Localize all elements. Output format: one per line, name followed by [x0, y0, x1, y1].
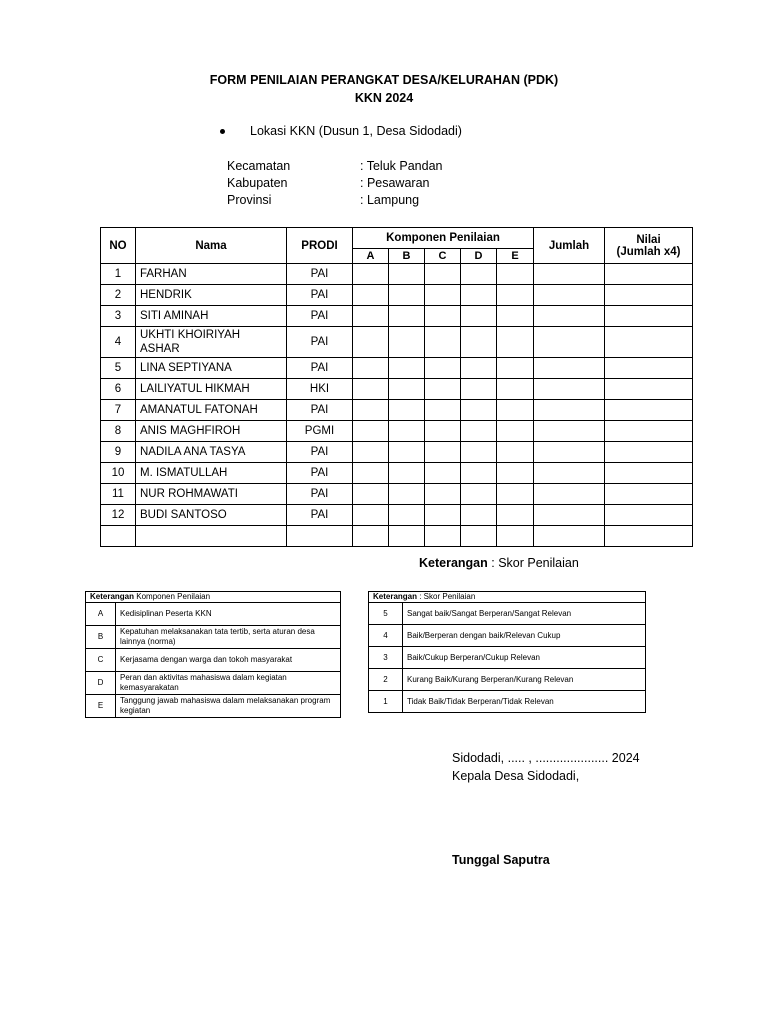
signature-place-date: Sidodadi, ..... , ..................... 2024 [452, 751, 640, 765]
cell-jumlah[interactable] [534, 463, 605, 484]
cell-prodi: PAI [287, 505, 353, 526]
cell-score-e[interactable] [497, 358, 534, 379]
cell-score-a[interactable] [353, 400, 389, 421]
cell-nilai[interactable] [605, 400, 693, 421]
subheader-d: D [461, 249, 497, 264]
cell-score-a[interactable] [353, 505, 389, 526]
legend-row [369, 669, 646, 691]
cell-score-e[interactable] [497, 442, 534, 463]
cell-prodi: PGMI [287, 421, 353, 442]
legend-caption-row [86, 592, 341, 603]
komponen-legend-table [85, 591, 341, 718]
cell-jumlah[interactable] [534, 421, 605, 442]
legend-code: 1 [369, 691, 403, 713]
legend-row [369, 603, 646, 625]
cell-empty[interactable] [461, 526, 497, 547]
cell-score-d[interactable] [461, 379, 497, 400]
header-prodi: PRODI [287, 228, 353, 264]
cell-score-e[interactable] [497, 421, 534, 442]
cell-score-d[interactable] [461, 463, 497, 484]
cell-nama: ANIS MAGHFIROH [136, 421, 287, 442]
legend-code: E [86, 695, 116, 718]
table-header-row [101, 228, 693, 249]
cell-nama: BUDI SANTOSO [136, 505, 287, 526]
cell-score-c[interactable] [425, 463, 461, 484]
cell-no: 4 [101, 327, 136, 358]
legend-row [369, 625, 646, 647]
cell-score-a[interactable] [353, 379, 389, 400]
cell-score-c[interactable] [425, 505, 461, 526]
cell-score-d[interactable] [461, 421, 497, 442]
legend-caption-rest: Komponen Penilaian [134, 592, 211, 601]
cell-jumlah[interactable] [534, 379, 605, 400]
cell-score-e[interactable] [497, 463, 534, 484]
cell-prodi: PAI [287, 306, 353, 327]
legend-row [86, 626, 341, 649]
cell-score-d[interactable] [461, 327, 497, 358]
cell-score-c[interactable] [425, 442, 461, 463]
legend-text: Kurang Baik/Kurang Berperan/Kurang Relevan [403, 669, 646, 691]
cell-nama: SITI AMINAH [136, 306, 287, 327]
cell-jumlah[interactable] [534, 264, 605, 285]
legend-code: 4 [369, 625, 403, 647]
cell-empty[interactable] [425, 526, 461, 547]
cell-empty[interactable] [605, 526, 693, 547]
location-value: : Teluk Pandan [360, 159, 443, 173]
cell-no: 8 [101, 421, 136, 442]
skor-caption-rest: : Skor Penilaian [487, 556, 579, 570]
table-row [101, 400, 693, 421]
location-value: : Lampung [360, 193, 420, 207]
cell-nama: NUR ROHMAWATI [136, 484, 287, 505]
legend-text: Kerjasama dengan warga dan tokoh masyarakat [116, 649, 341, 672]
table-row [101, 379, 693, 400]
legend-caption-rest: : Skor Penilaian [417, 592, 476, 601]
cell-empty[interactable] [353, 526, 389, 547]
table-row [101, 505, 693, 526]
legend-text: Sangat baik/Sangat Berperan/Sangat Relevan [403, 603, 646, 625]
cell-score-b[interactable] [389, 264, 425, 285]
form-title: FORM PENILAIAN PERANGKAT DESA/KELURAHAN (PDK) [209, 73, 559, 87]
legend-caption-bold: Keterangan [90, 592, 135, 601]
cell-no: 9 [101, 442, 136, 463]
skor-caption-bold: Keterangan [419, 556, 488, 570]
legend-code: A [86, 603, 116, 626]
cell-prodi: PAI [287, 463, 353, 484]
header-nama: Nama [136, 228, 287, 264]
table-row [101, 306, 693, 327]
cell-score-e[interactable] [497, 400, 534, 421]
cell-prodi: PAI [287, 442, 353, 463]
cell-nama: NADILA ANA TASYA [136, 442, 287, 463]
cell-score-d[interactable] [461, 484, 497, 505]
cell-no: 11 [101, 484, 136, 505]
legend-row [86, 672, 341, 695]
legend-code: D [86, 672, 116, 695]
cell-score-a[interactable] [353, 463, 389, 484]
subheader-a: A [353, 249, 389, 264]
cell-nama: FARHAN [136, 264, 287, 285]
skor-legend-body [369, 603, 646, 713]
legend-row [86, 649, 341, 672]
cell-nilai[interactable] [605, 358, 693, 379]
cell-score-b[interactable] [389, 442, 425, 463]
cell-score-e[interactable] [497, 505, 534, 526]
cell-score-b[interactable] [389, 306, 425, 327]
table-body [101, 264, 693, 547]
cell-score-b[interactable] [389, 358, 425, 379]
location-label: Kecamatan [227, 159, 291, 173]
cell-jumlah[interactable] [534, 306, 605, 327]
legend-row [86, 603, 341, 626]
legend-text: Baik/Berperan dengan baik/Relevan Cukup [403, 625, 646, 647]
table-row [101, 463, 693, 484]
cell-score-d[interactable] [461, 505, 497, 526]
cell-no: 10 [101, 463, 136, 484]
cell-nama: AMANATUL FATONAH [136, 400, 287, 421]
cell-score-c[interactable] [425, 400, 461, 421]
cell-score-b[interactable] [389, 400, 425, 421]
legend-row [86, 695, 341, 718]
subheader-e: E [497, 249, 534, 264]
cell-prodi: PAI [287, 264, 353, 285]
cell-score-c[interactable] [425, 264, 461, 285]
cell-score-a[interactable] [353, 421, 389, 442]
cell-jumlah[interactable] [534, 327, 605, 358]
cell-nama: M. ISMATULLAH [136, 463, 287, 484]
legend-text: Peran dan aktivitas mahasiswa dalam kegiatan kemasyarakatan [116, 672, 341, 695]
cell-score-a[interactable] [353, 327, 389, 358]
legend-text: Tidak Baik/Tidak Berperan/Tidak Relevan [403, 691, 646, 713]
cell-score-e[interactable] [497, 327, 534, 358]
cell-score-e[interactable] [497, 306, 534, 327]
cell-empty[interactable] [101, 526, 136, 547]
cell-nilai[interactable] [605, 327, 693, 358]
table-row [101, 421, 693, 442]
header-no: NO [101, 228, 136, 264]
legend-row [369, 691, 646, 713]
komponen-legend-body [86, 603, 341, 718]
subheader-c: C [425, 249, 461, 264]
cell-nilai[interactable] [605, 379, 693, 400]
legend-row [369, 647, 646, 669]
cell-score-c[interactable] [425, 285, 461, 306]
cell-score-b[interactable] [389, 505, 425, 526]
cell-nama: LINA SEPTIYANA [136, 358, 287, 379]
cell-score-e[interactable] [497, 264, 534, 285]
signature-position: Kepala Desa Sidodadi, [452, 769, 580, 783]
cell-empty[interactable] [389, 526, 425, 547]
cell-score-e[interactable] [497, 484, 534, 505]
header-komponen: Komponen Penilaian [353, 228, 534, 249]
cell-no: 1 [101, 264, 136, 285]
legend-code: 3 [369, 647, 403, 669]
cell-no: 2 [101, 285, 136, 306]
legend-code: C [86, 649, 116, 672]
cell-score-c[interactable] [425, 484, 461, 505]
subheader-b: B [389, 249, 425, 264]
cell-prodi: PAI [287, 285, 353, 306]
legend-text: Kedisiplinan Peserta KKN [116, 603, 341, 626]
cell-jumlah[interactable] [534, 505, 605, 526]
legend-text: Tanggung jawab mahasiswa dalam melaksanakan program kegiatan [116, 695, 341, 718]
cell-no: 6 [101, 379, 136, 400]
cell-jumlah[interactable] [534, 400, 605, 421]
table-row [101, 327, 693, 358]
cell-nilai[interactable] [605, 306, 693, 327]
skor-caption [419, 556, 579, 570]
cell-empty[interactable] [136, 526, 287, 547]
legend-text: Kepatuhan melaksanakan tata tertib, serta aturan desa lainnya (norma) [116, 626, 341, 649]
cell-score-c[interactable] [425, 379, 461, 400]
cell-score-b[interactable] [389, 379, 425, 400]
cell-jumlah[interactable] [534, 484, 605, 505]
legend-caption-row [369, 592, 646, 603]
assessment-table [100, 227, 693, 547]
cell-score-d[interactable] [461, 264, 497, 285]
cell-nilai[interactable] [605, 463, 693, 484]
header-nilai-line1: Nilai [636, 233, 661, 246]
location-label: Kabupaten [227, 176, 288, 190]
bullet-dot-icon [220, 129, 225, 134]
cell-score-d[interactable] [461, 442, 497, 463]
legend-caption [369, 592, 646, 603]
table-row [101, 442, 693, 463]
cell-score-d[interactable] [461, 285, 497, 306]
legend-text: Baik/Cukup Berperan/Cukup Relevan [403, 647, 646, 669]
cell-score-a[interactable] [353, 484, 389, 505]
cell-score-c[interactable] [425, 306, 461, 327]
cell-score-c[interactable] [425, 421, 461, 442]
header-nilai [605, 228, 693, 264]
cell-score-e[interactable] [497, 379, 534, 400]
cell-score-b[interactable] [389, 484, 425, 505]
table-row [101, 358, 693, 379]
cell-nilai[interactable] [605, 505, 693, 526]
cell-nama: UKHTI KHOIRIYAH ASHAR [136, 327, 287, 358]
cell-empty[interactable] [534, 526, 605, 547]
cell-score-a[interactable] [353, 264, 389, 285]
cell-nama: LAILIYATUL HIKMAH [136, 379, 287, 400]
table-row [101, 484, 693, 505]
cell-no: 12 [101, 505, 136, 526]
cell-score-d[interactable] [461, 400, 497, 421]
cell-no: 7 [101, 400, 136, 421]
cell-jumlah[interactable] [534, 442, 605, 463]
location-bullet-text: Lokasi KKN (Dusun 1, Desa Sidodadi) [250, 124, 462, 138]
cell-prodi: PAI [287, 400, 353, 421]
cell-score-d[interactable] [461, 306, 497, 327]
legend-caption [86, 592, 341, 603]
cell-nilai[interactable] [605, 442, 693, 463]
table-row [101, 264, 693, 285]
cell-empty[interactable] [287, 526, 353, 547]
cell-prodi: PAI [287, 358, 353, 379]
cell-score-e[interactable] [497, 285, 534, 306]
cell-score-b[interactable] [389, 463, 425, 484]
cell-no: 5 [101, 358, 136, 379]
cell-nilai[interactable] [605, 285, 693, 306]
cell-score-c[interactable] [425, 327, 461, 358]
table-row [101, 285, 693, 306]
legend-caption-bold: Keterangan [373, 592, 418, 601]
cell-prodi: PAI [287, 327, 353, 358]
cell-nilai[interactable] [605, 484, 693, 505]
cell-jumlah[interactable] [534, 285, 605, 306]
cell-score-a[interactable] [353, 285, 389, 306]
cell-score-d[interactable] [461, 358, 497, 379]
table-row-empty [101, 526, 693, 547]
cell-no: 3 [101, 306, 136, 327]
location-label: Provinsi [227, 193, 272, 207]
skor-legend-table [368, 591, 646, 713]
header-nilai-line2: (Jumlah x4) [616, 245, 681, 258]
cell-prodi: PAI [287, 484, 353, 505]
cell-nama: HENDRIK [136, 285, 287, 306]
legend-code: 2 [369, 669, 403, 691]
cell-score-b[interactable] [389, 285, 425, 306]
header-jumlah: Jumlah [534, 228, 605, 264]
legend-code: B [86, 626, 116, 649]
cell-empty[interactable] [497, 526, 534, 547]
cell-jumlah[interactable] [534, 358, 605, 379]
legend-code: 5 [369, 603, 403, 625]
cell-score-b[interactable] [389, 327, 425, 358]
cell-score-a[interactable] [353, 358, 389, 379]
cell-nilai[interactable] [605, 264, 693, 285]
cell-score-b[interactable] [389, 421, 425, 442]
cell-score-a[interactable] [353, 306, 389, 327]
location-value: : Pesawaran [360, 176, 430, 190]
cell-prodi: HKI [287, 379, 353, 400]
cell-score-c[interactable] [425, 358, 461, 379]
cell-nilai[interactable] [605, 421, 693, 442]
form-subtitle: KKN 2024 [354, 91, 414, 105]
signature-name: Tunggal Saputra [452, 853, 550, 867]
cell-score-a[interactable] [353, 442, 389, 463]
